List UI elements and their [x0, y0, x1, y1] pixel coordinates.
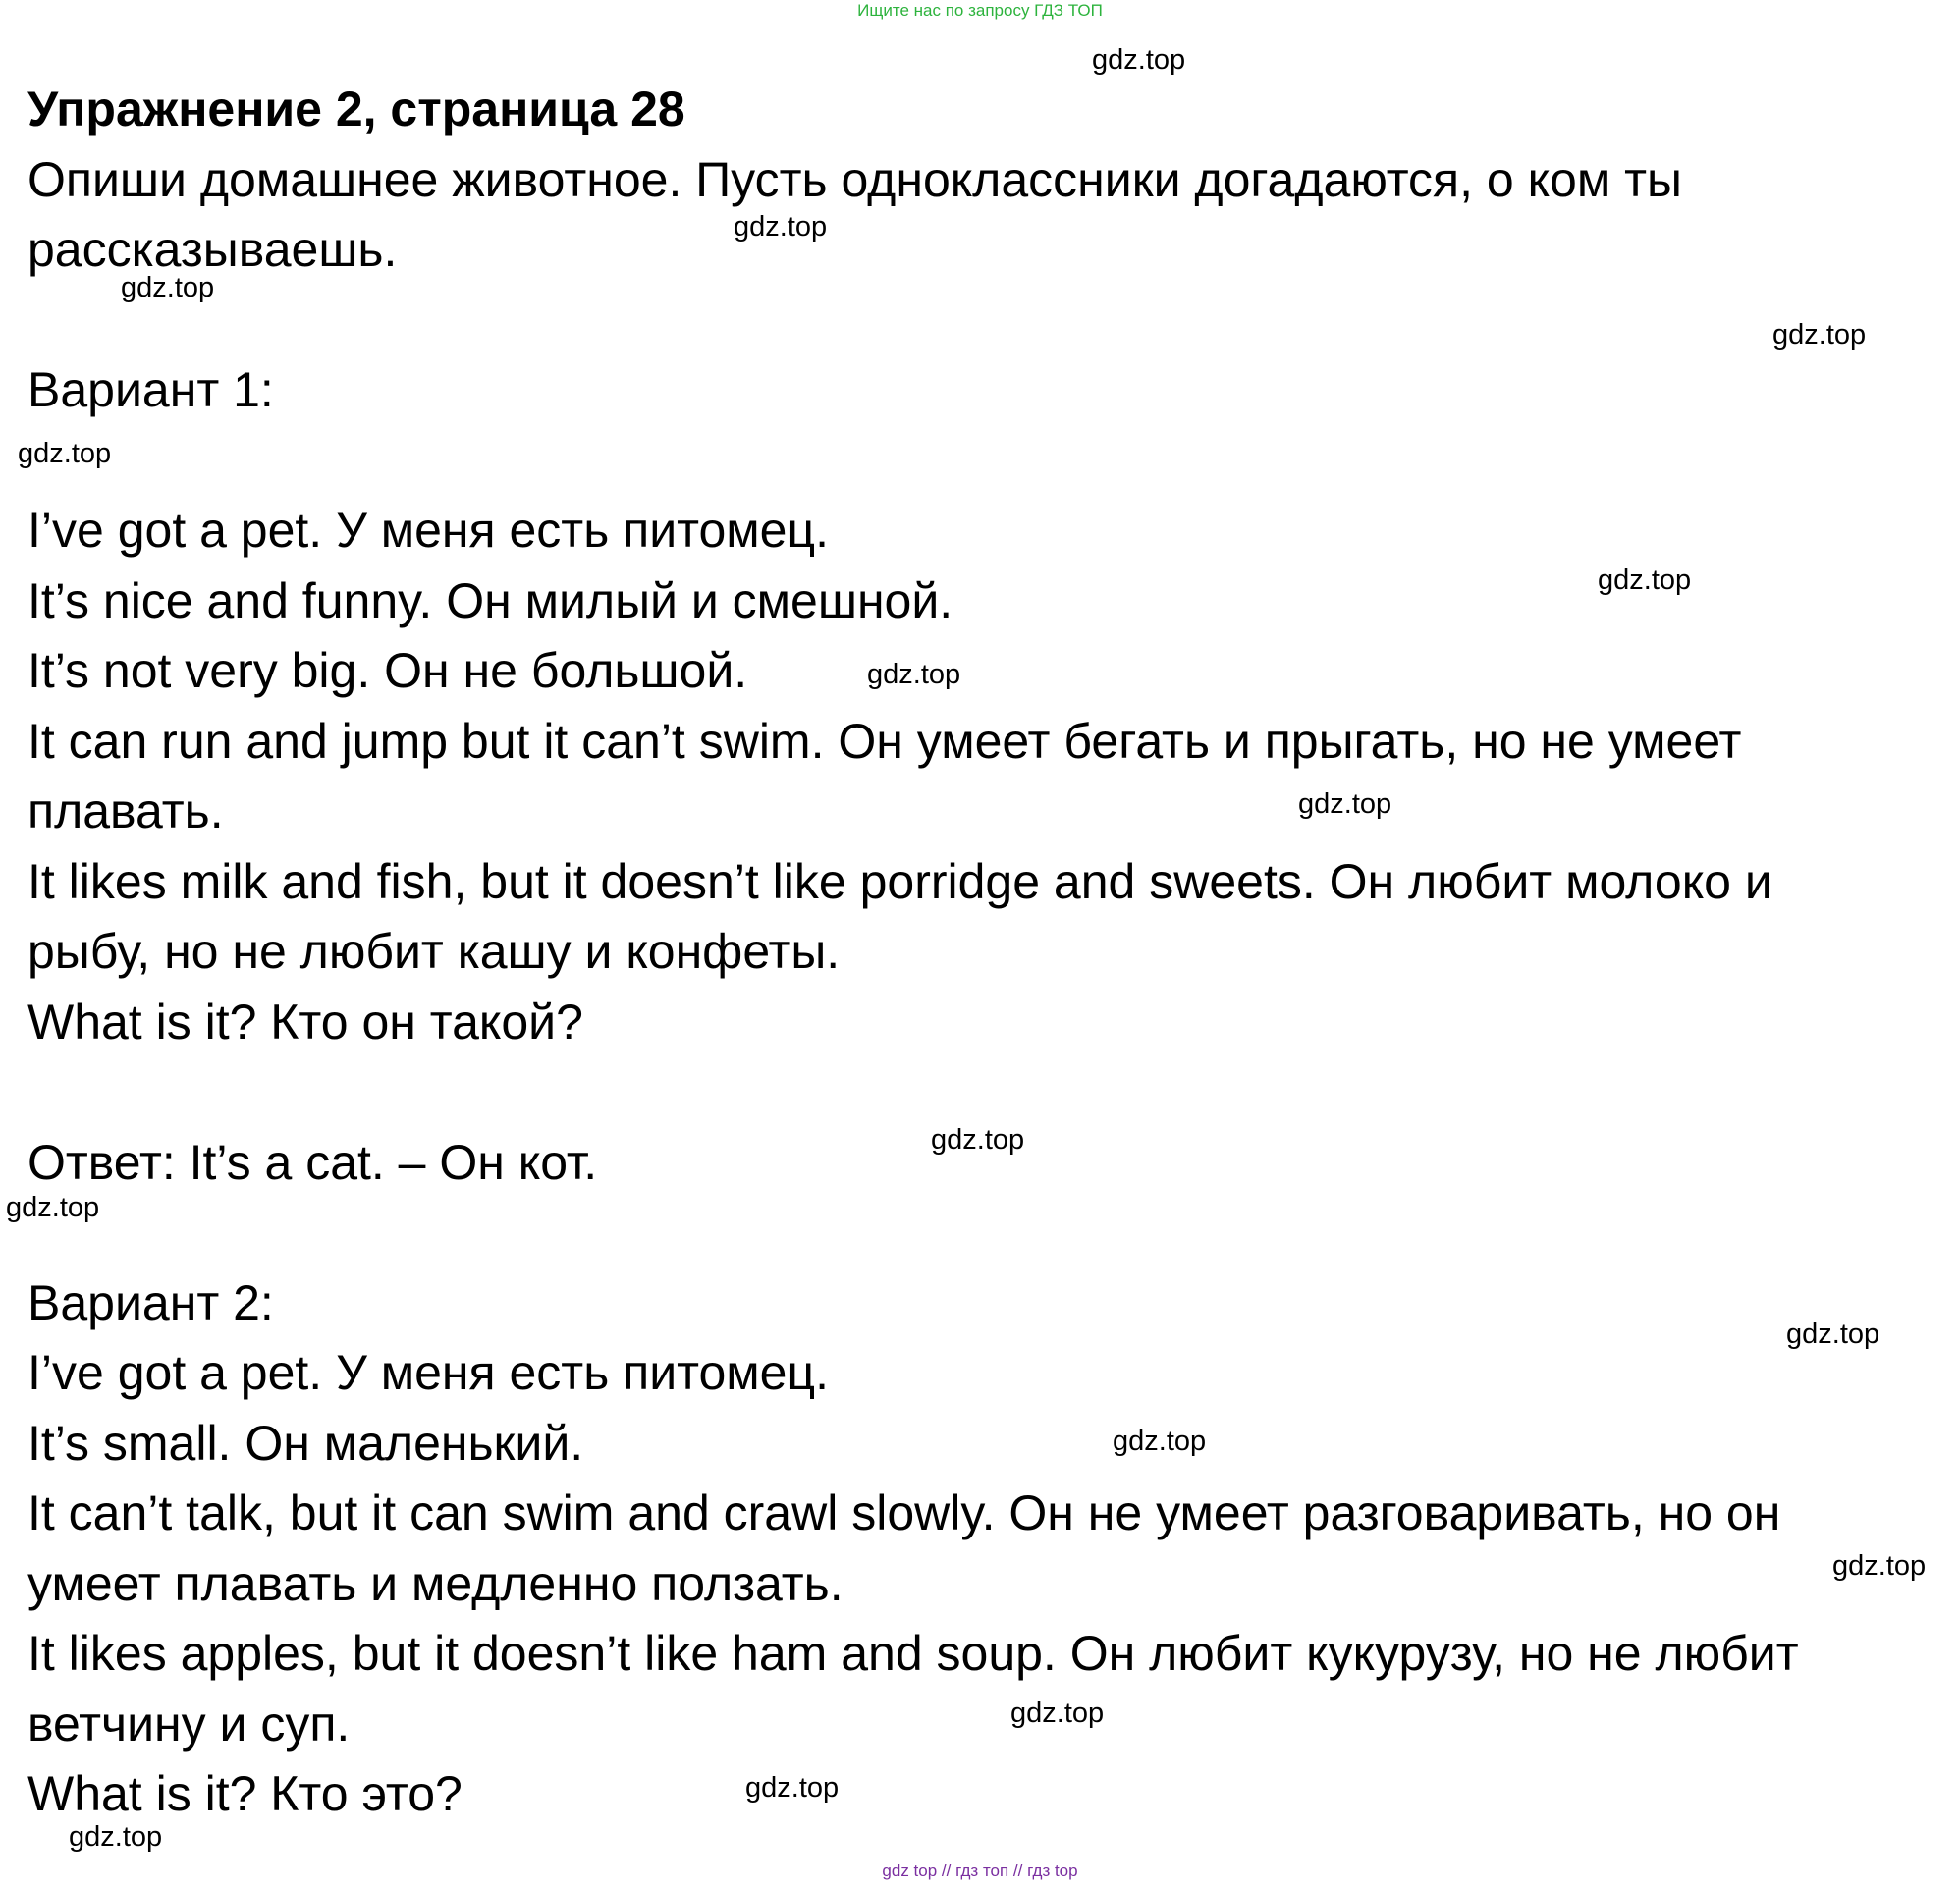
variant-2-line: ветчину и суп. [27, 1696, 351, 1752]
watermark: gdz.top [6, 1192, 100, 1223]
top-banner[interactable]: Ищите нас по запросу ГДЗ ТОП [857, 1, 1103, 20]
watermark: gdz.top [18, 438, 112, 469]
variant-1-line: It likes milk and fish, but it doesn’t like porridge and sweets. Он любит молоко и [27, 853, 1772, 909]
watermark: gdz.top [931, 1124, 1025, 1156]
watermark: gdz.top [1113, 1426, 1207, 1457]
page-title: Упражнение 2, страница 28 [27, 81, 685, 136]
watermark: gdz.top [1010, 1698, 1105, 1729]
variant-2-heading: Вариант 2: [27, 1274, 274, 1330]
variant-1-line: рыбу, но не любит кашу и конфеты. [27, 924, 841, 979]
variant-2-line: умеет плавать и медленно ползать. [27, 1555, 844, 1611]
variant-1-line: плавать. [27, 783, 224, 838]
variant-2-line: It can’t talk, but it can swim and crawl slowly. Он не умеет разговаривать, но он [27, 1485, 1781, 1540]
variant-1-line: It’s not very big. Он не большой. [27, 643, 748, 698]
variant-1-line: It can run and jump but it can’t swim. Он умеет бегать и прыгать, но не умеет [27, 713, 1742, 769]
task-line: Опиши домашнее животное. Пусть одноклассники догадаются, о ком ты [27, 151, 1682, 207]
watermark: gdz.top [867, 659, 961, 690]
watermark: gdz.top [1298, 788, 1392, 820]
variant-1-heading: Вариант 1: [27, 362, 274, 417]
watermark: gdz.top [1598, 565, 1692, 596]
exercise-content [27, 75, 1942, 1830]
watermark: gdz.top [1772, 319, 1867, 350]
watermark: gdz.top [69, 1821, 163, 1853]
spacer [27, 1057, 1942, 1128]
watermark: gdz.top [1786, 1319, 1880, 1350]
spacer [27, 426, 1942, 497]
variant-2-line: It’s small. Он маленький. [27, 1415, 584, 1471]
bottom-banner[interactable]: gdz top // гдз топ // гдз top [882, 1861, 1078, 1880]
spacer [27, 1198, 1942, 1268]
watermark: gdz.top [745, 1772, 840, 1804]
watermark: gdz.top [1832, 1550, 1927, 1582]
watermark: gdz.top [734, 211, 828, 243]
variant-2-line: I’ve got a pet. У меня есть питомец. [27, 1345, 830, 1400]
variant-2-line: It likes apples, but it doesn’t like ham and soup. Он любит кукурузу, но не любит [27, 1626, 1799, 1681]
variant-1-line: It’s nice and funny. Он милый и смешной. [27, 572, 953, 628]
watermark: gdz.top [121, 272, 215, 303]
variant-2-line: What is it? Кто это? [27, 1766, 463, 1821]
variant-1-line: I’ve got a pet. У меня есть питомец. [27, 503, 830, 558]
variant-1-line: What is it? Кто он такой? [27, 994, 583, 1050]
variant-1-answer: Ответ: It’s a cat. – Он кот. [27, 1134, 598, 1190]
watermark: gdz.top [1092, 44, 1186, 76]
spacer [27, 286, 1942, 356]
task-line: рассказываешь. [27, 222, 398, 277]
